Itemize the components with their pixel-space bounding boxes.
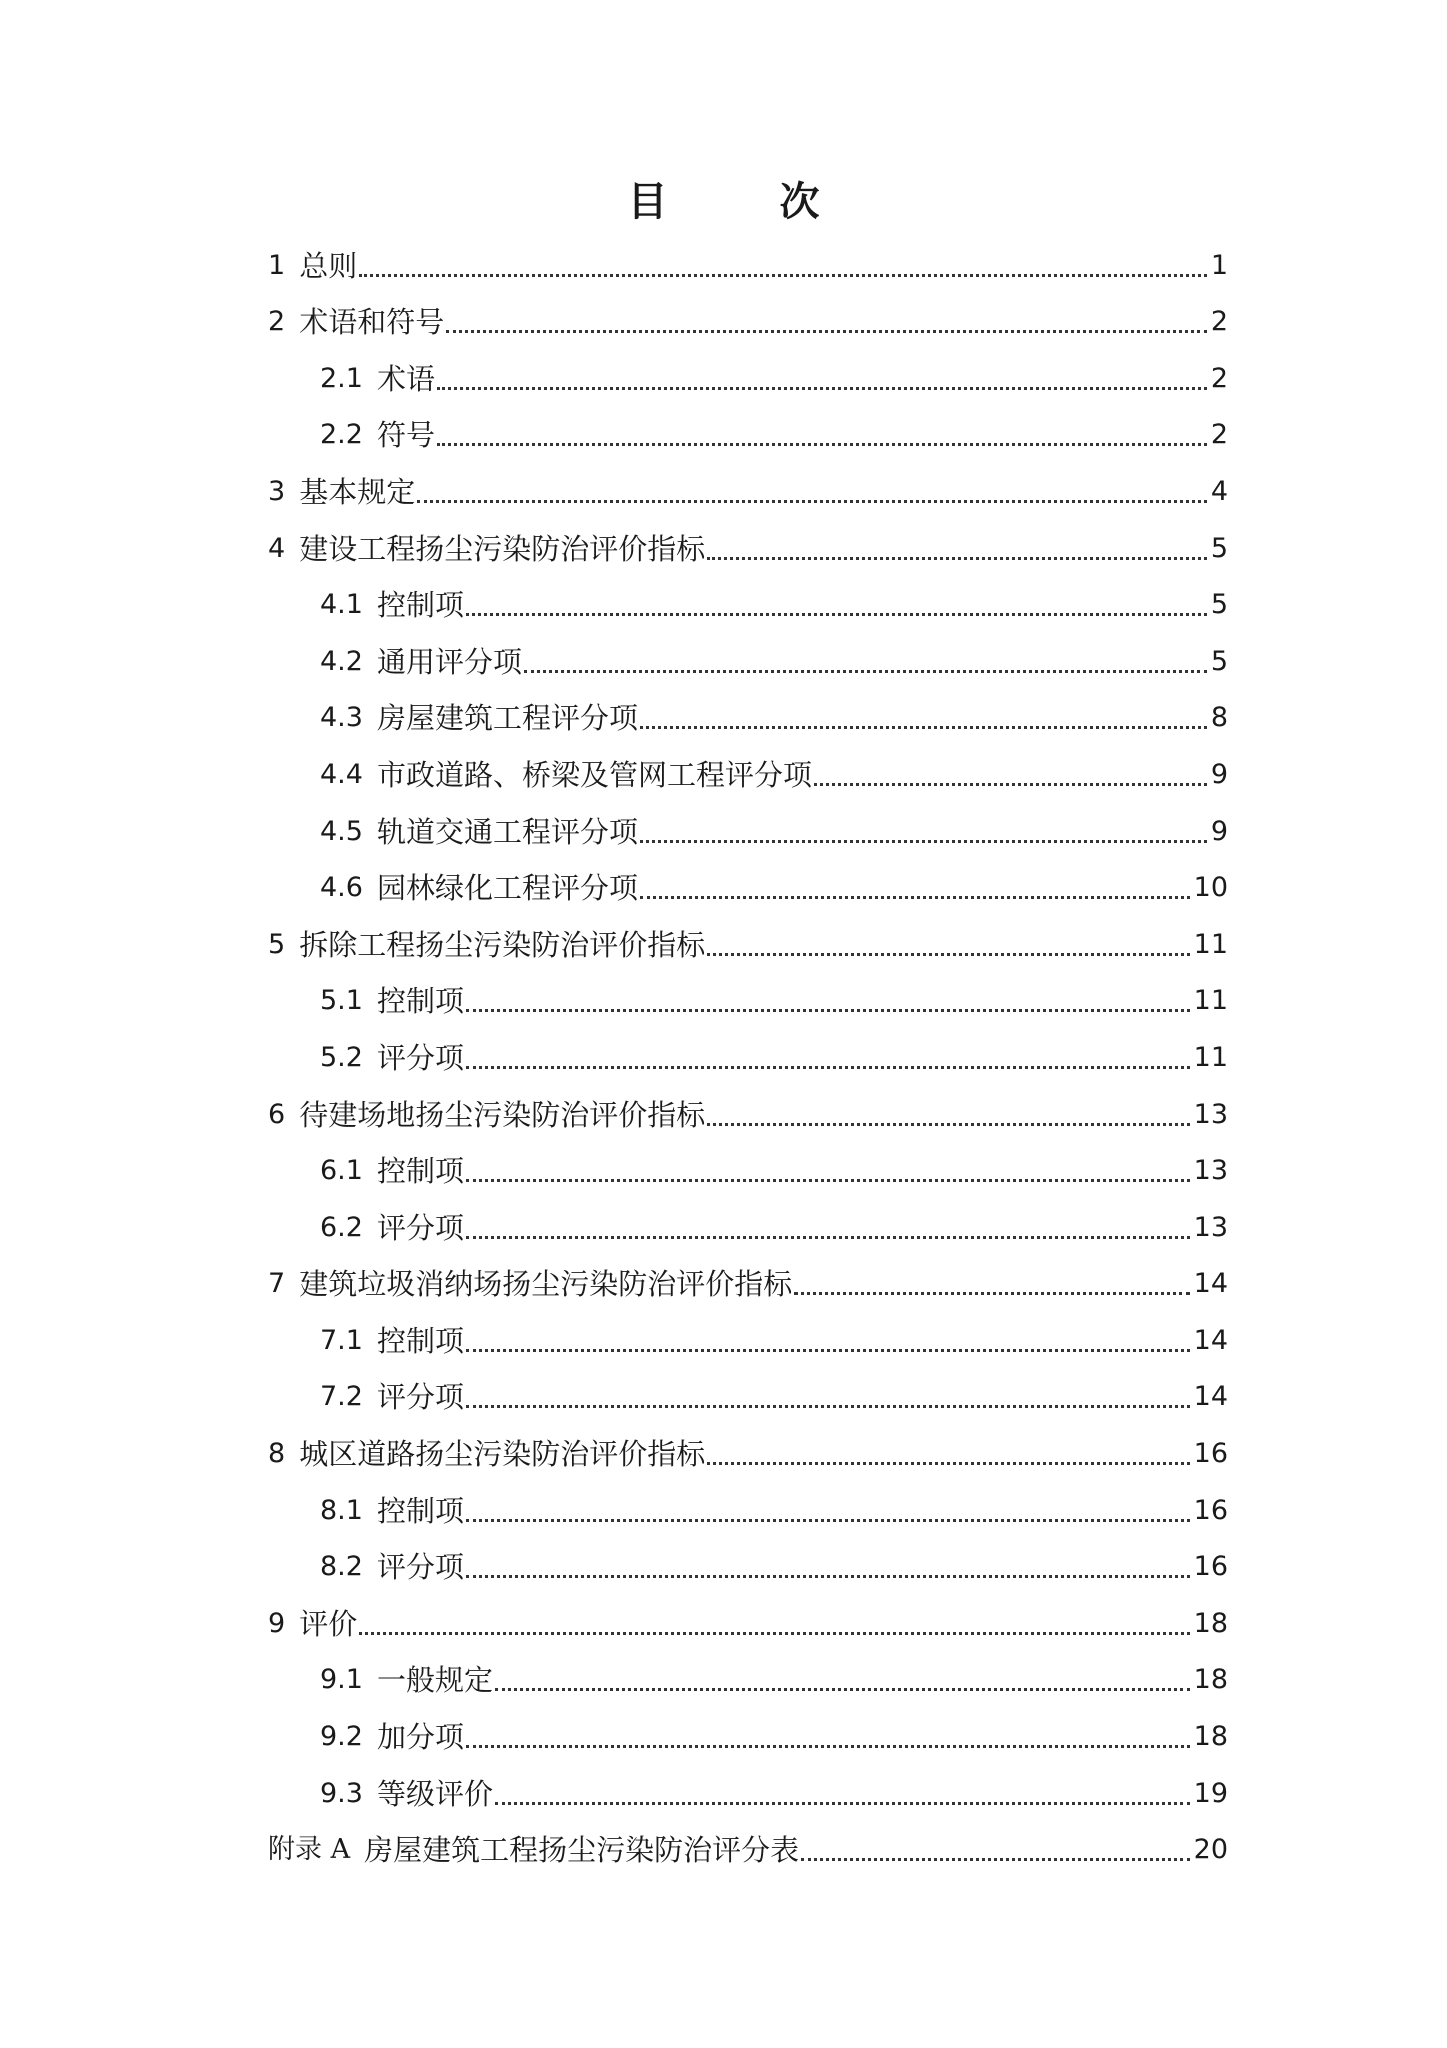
toc-leader-dots (466, 1404, 1190, 1408)
toc-entry[interactable] (268, 1248, 1228, 1305)
toc-entry-label: 房屋建筑工程扬尘污染防治评分表 (364, 1833, 800, 1868)
toc-leader-dots (359, 273, 1207, 277)
toc-entry-label: 控制项 (376, 588, 464, 623)
toc-title: 目 次 (627, 178, 856, 225)
toc-entry-label: 评分项 (376, 1380, 464, 1415)
toc-entry-number: 7 (268, 1268, 286, 1300)
toc-entry-number: 5 (268, 928, 286, 960)
toc-entry[interactable] (268, 1757, 1228, 1814)
toc-entry-page-number: 2 (1210, 419, 1228, 451)
toc-entry-heading (268, 1717, 464, 1757)
toc-entry-label: 通用评分项 (376, 644, 522, 679)
toc-entry[interactable] (268, 795, 1228, 852)
toc-entry-page-number: 10 (1193, 872, 1228, 904)
toc-entry-heading (268, 1491, 464, 1531)
toc-entry-heading (268, 1830, 799, 1870)
toc-leader-dots (495, 1801, 1190, 1805)
toc-entry-heading (268, 642, 522, 682)
toc-entry-label: 等级评价 (376, 1776, 493, 1811)
toc-entry-label: 控制项 (376, 1493, 464, 1528)
toc-entry-label: 评分项 (376, 1040, 464, 1075)
toc-entry[interactable] (268, 908, 1228, 965)
toc-entry-label: 市政道路、桥梁及管网工程评分项 (376, 757, 812, 792)
toc-leader-dots (466, 1178, 1190, 1182)
toc-entry-page-number: 5 (1210, 532, 1228, 564)
toc-leader-dots (417, 499, 1207, 503)
toc-entry-number: 8.2 (320, 1551, 363, 1583)
toc-leader-dots (801, 1857, 1190, 1861)
toc-entry-page-number: 5 (1210, 645, 1228, 677)
toc-entry-label: 建筑垃圾消纳场扬尘污染防治评价指标 (299, 1267, 793, 1302)
toc-entry-number: 9.2 (320, 1721, 363, 1753)
toc-entry-heading (268, 1377, 464, 1417)
toc-entry-page-number: 19 (1193, 1777, 1228, 1809)
toc-entry[interactable] (268, 569, 1228, 626)
toc-leader-dots (640, 839, 1207, 843)
toc-entry-label: 加分项 (376, 1720, 464, 1755)
toc-entry-number: 4.1 (320, 589, 363, 621)
toc-entry-heading (268, 585, 464, 625)
toc-leader-dots (707, 556, 1207, 560)
toc-entry-page-number: 11 (1193, 928, 1228, 960)
toc-entry[interactable] (268, 682, 1228, 739)
toc-entry[interactable] (268, 625, 1228, 682)
toc-entry-number: 5.1 (320, 985, 363, 1017)
toc-entry-number: 4.4 (320, 758, 363, 790)
toc-entry-label: 轨道交通工程评分项 (376, 814, 638, 849)
toc-entry-label: 基本规定 (299, 474, 416, 509)
toc-entry-page-number: 16 (1193, 1438, 1228, 1470)
toc-entry[interactable] (268, 1191, 1228, 1248)
toc-entry-label: 控制项 (376, 1154, 464, 1189)
toc-entry-heading (268, 925, 705, 965)
toc-entry[interactable] (268, 399, 1228, 456)
toc-entry[interactable] (268, 1474, 1228, 1531)
toc-entry-heading (268, 1660, 493, 1700)
toc-entry[interactable] (268, 1700, 1228, 1757)
toc-leader-dots (707, 952, 1189, 956)
toc-entry-label: 一般规定 (376, 1663, 493, 1698)
toc-entry[interactable] (268, 965, 1228, 1022)
toc-leader-dots (466, 612, 1207, 616)
toc-entry-label: 评分项 (376, 1550, 464, 1585)
toc-entry-page-number: 4 (1210, 475, 1228, 507)
toc-entry[interactable] (268, 286, 1228, 343)
toc-entry-page-number: 14 (1193, 1268, 1228, 1300)
toc-entry-heading (268, 246, 357, 286)
toc-entry-number: 1 (268, 249, 286, 281)
toc-entry[interactable] (268, 1135, 1228, 1192)
toc-entry-page-number: 11 (1193, 1041, 1228, 1073)
toc-entry-heading (268, 755, 812, 795)
toc-entry-page-number: 16 (1193, 1494, 1228, 1526)
toc-entry-heading (268, 472, 415, 512)
toc-entry-page-number: 16 (1193, 1551, 1228, 1583)
toc-entry-number: 附录 A (268, 1834, 351, 1866)
toc-entry-heading (268, 1434, 705, 1474)
toc-entry-heading (268, 1038, 464, 1078)
toc-entry-label: 符号 (376, 418, 435, 453)
toc-entry-label: 拆除工程扬尘污染防治评价指标 (299, 927, 706, 962)
toc-entry-heading (268, 1151, 464, 1191)
toc-leader-dots (466, 1235, 1190, 1239)
toc-entry[interactable] (268, 1531, 1228, 1588)
toc-entry-label: 评分项 (376, 1210, 464, 1245)
toc-leader-dots (814, 782, 1207, 786)
toc-entry-label: 房屋建筑工程评分项 (376, 701, 638, 736)
toc-entry-label: 控制项 (376, 984, 464, 1019)
toc-entry-number: 7.2 (320, 1381, 363, 1413)
toc-entry-number: 7.1 (320, 1324, 363, 1356)
toc-entry-heading (268, 1547, 464, 1587)
toc-entry-page-number: 8 (1210, 702, 1228, 734)
toc-leader-dots (466, 1518, 1190, 1522)
toc-entry-heading (268, 529, 705, 569)
toc-entry-heading (268, 1208, 464, 1248)
toc-entry[interactable] (268, 342, 1228, 399)
toc-entry-page-number: 14 (1193, 1324, 1228, 1356)
toc-entry-heading (268, 1264, 792, 1304)
toc-entry-label: 城区道路扬尘污染防治评价指标 (299, 1437, 706, 1472)
toc-leader-dots (640, 895, 1190, 899)
toc-entry-page-number: 9 (1210, 758, 1228, 790)
toc-entry-heading (268, 1604, 357, 1644)
toc-entry-page-number: 2 (1210, 362, 1228, 394)
toc-leader-dots (437, 442, 1207, 446)
toc-entry-number: 4.6 (320, 872, 363, 904)
toc-entry-number: 4 (268, 532, 286, 564)
toc-entry-page-number: 5 (1210, 589, 1228, 621)
toc-leader-dots (524, 669, 1207, 673)
toc-entry-page-number: 14 (1193, 1381, 1228, 1413)
toc-entry[interactable] (268, 455, 1228, 512)
toc-entry-label: 评价 (299, 1606, 358, 1641)
toc-entry-number: 8 (268, 1438, 286, 1470)
toc-entry-number: 6.1 (320, 1155, 363, 1187)
toc-entry-heading (268, 415, 435, 455)
toc-entry-label: 总则 (299, 248, 358, 283)
toc-entry-page-number: 13 (1193, 1098, 1228, 1130)
toc-leader-dots (707, 1122, 1189, 1126)
toc-entry-number: 3 (268, 475, 286, 507)
toc-entry[interactable] (268, 852, 1228, 909)
toc-entry-label: 控制项 (376, 1323, 464, 1358)
toc-entry-page-number: 11 (1193, 985, 1228, 1017)
toc-entry-label: 待建场地扬尘污染防治评价指标 (299, 1097, 706, 1132)
toc-entry-page-number: 18 (1193, 1607, 1228, 1639)
toc-leader-dots (707, 1461, 1189, 1465)
toc-entry-page-number: 9 (1210, 815, 1228, 847)
toc-entry-page-number: 2 (1210, 306, 1228, 338)
toc-entry-heading (268, 302, 444, 342)
toc-entry-label: 园林绿化工程评分项 (376, 871, 638, 906)
toc-leader-dots (466, 1008, 1190, 1012)
toc-entry-page-number: 18 (1193, 1664, 1228, 1696)
toc-entry[interactable] (268, 1587, 1228, 1644)
toc-leader-dots (794, 1291, 1189, 1295)
toc-leader-dots (466, 1744, 1190, 1748)
toc-leader-dots (640, 725, 1207, 729)
toc-entry-page-number: 13 (1193, 1211, 1228, 1243)
toc-entry-number: 6.2 (320, 1211, 363, 1243)
toc-list (268, 229, 1228, 1870)
toc-entry[interactable] (268, 1361, 1228, 1418)
toc-leader-dots (446, 329, 1207, 333)
toc-entry-number: 4.2 (320, 645, 363, 677)
toc-leader-dots (495, 1687, 1190, 1691)
toc-entry-page-number: 13 (1193, 1155, 1228, 1187)
toc-entry[interactable] (268, 738, 1228, 795)
toc-leader-dots (466, 1348, 1190, 1352)
toc-entry[interactable] (268, 512, 1228, 569)
toc-entry-number: 9 (268, 1607, 286, 1639)
toc-entry-number: 5.2 (320, 1041, 363, 1073)
toc-entry[interactable] (268, 1078, 1228, 1135)
toc-entry-page-number: 18 (1193, 1721, 1228, 1753)
toc-entry-label: 术语和符号 (299, 305, 445, 340)
toc-entry[interactable] (268, 1021, 1228, 1078)
toc-entry-number: 4.5 (320, 815, 363, 847)
toc-entry-number: 9.1 (320, 1664, 363, 1696)
toc-entry-number: 8.1 (320, 1494, 363, 1526)
toc-entry-number: 9.3 (320, 1777, 363, 1809)
toc-entry-heading (268, 1774, 493, 1814)
toc-entry-heading (268, 868, 638, 908)
toc-leader-dots (466, 1065, 1190, 1069)
toc-entry[interactable] (268, 1417, 1228, 1474)
toc-entry-label: 术语 (376, 361, 435, 396)
toc-leader-dots (466, 1574, 1190, 1578)
toc-entry[interactable] (268, 1644, 1228, 1701)
toc-leader-dots (437, 386, 1207, 390)
toc-entry[interactable] (268, 1304, 1228, 1361)
toc-leader-dots (359, 1631, 1189, 1635)
toc-entry[interactable] (268, 229, 1228, 286)
toc-entry-number: 6 (268, 1098, 286, 1130)
toc-entry-number: 2 (268, 306, 286, 338)
toc-entry-heading (268, 1321, 464, 1361)
toc-entry-number: 4.3 (320, 702, 363, 734)
toc-entry-number: 2.2 (320, 419, 363, 451)
toc-entry-heading (268, 981, 464, 1021)
toc-entry-heading (268, 1095, 705, 1135)
toc-entry-heading (268, 359, 435, 399)
toc-entry-label: 建设工程扬尘污染防治评价指标 (299, 531, 706, 566)
toc-entry-heading (268, 812, 638, 852)
toc-entry-heading (268, 698, 638, 738)
toc-entry-appendix[interactable] (268, 1814, 1228, 1871)
toc-entry-number: 2.1 (320, 362, 363, 394)
toc-entry-page-number: 1 (1210, 249, 1228, 281)
toc-entry-page-number: 20 (1193, 1834, 1228, 1866)
